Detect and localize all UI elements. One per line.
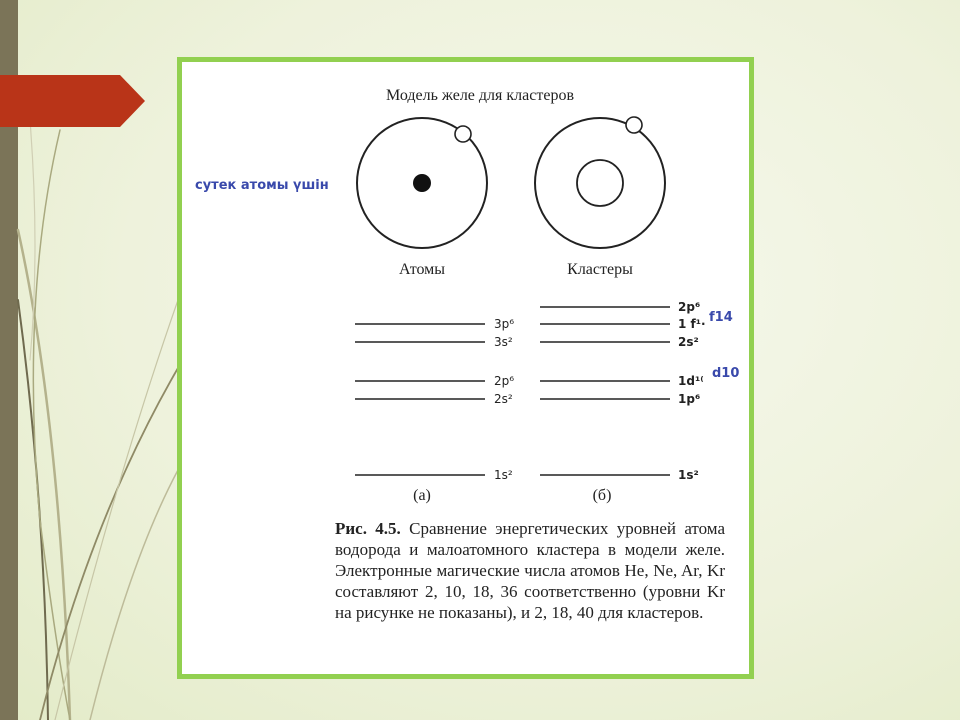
d10-annotation: d10 xyxy=(712,366,740,381)
level-label-b-1s: 1s² xyxy=(678,468,699,482)
atom-nucleus xyxy=(413,174,431,192)
level-label-a-3p: 3p⁶ xyxy=(494,317,515,331)
levels-panel-b xyxy=(540,307,670,475)
level-label-b-2p: 2p⁶ xyxy=(678,300,701,314)
figure-frame xyxy=(177,57,754,679)
caption-figure-number: Рис. 4.5. xyxy=(335,519,401,538)
levels-panel-a xyxy=(355,324,485,475)
cluster-core-circle xyxy=(577,160,623,206)
panel-a-label: (а) xyxy=(413,487,431,504)
cluster-label: Кластеры xyxy=(567,261,633,278)
level-label-a-2p: 2p⁶ xyxy=(494,374,515,388)
panel-b-label: (б) xyxy=(592,487,612,504)
atom-electron xyxy=(455,126,471,142)
f14-annotation: f14 xyxy=(709,310,733,325)
cluster-orbit-circle xyxy=(535,118,665,248)
hydrogen-annotation: сутек атомы үшін xyxy=(195,178,329,193)
level-label-b-1p: 1p⁶ xyxy=(678,392,701,406)
cluster-electron xyxy=(626,117,642,133)
figure-title: Модель желе для кластеров xyxy=(385,87,575,104)
level-label-b-1f: 1 f¹· xyxy=(678,317,706,331)
figure-caption xyxy=(335,518,725,623)
level-label-a-1s: 1s² xyxy=(494,468,513,482)
level-label-b-1d: 1d¹⁽ xyxy=(678,374,704,388)
caption-text: Сравнение энергетических уровней атома водорода и малоатомного кластера в модели желе. Электронные магические числа атомов He, Ne, Ar, Kr составляют 2, 10, 18, 36 соответственно (уровни Kr на рисунке не показаны), и 2, 18, 40 для кластеров. xyxy=(335,519,725,622)
level-label-a-3s: 3s² xyxy=(494,335,513,349)
level-label-a-2s: 2s² xyxy=(494,392,513,406)
level-label-b-2s: 2s² xyxy=(678,335,699,349)
title-arrow-shape xyxy=(0,75,145,127)
atom-label: Атомы xyxy=(398,261,446,278)
